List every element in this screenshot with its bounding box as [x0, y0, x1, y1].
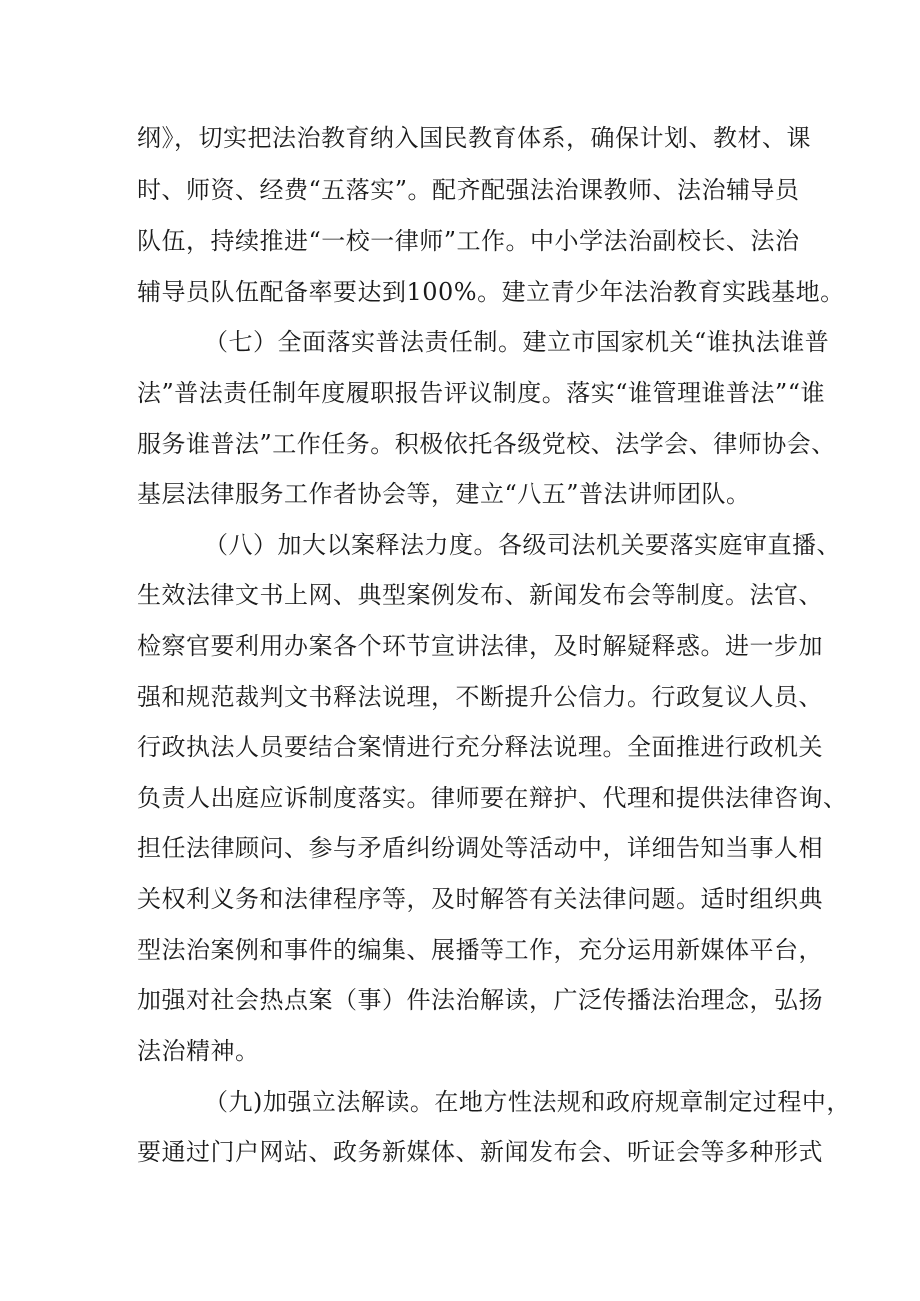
paragraph-heading-8: （八）加大以案释法力度。各级司法机关要落实庭审直播、	[204, 531, 841, 559]
text-line: 生效法律文书上网、典型案例发布、新闻发布会等制度。法官、	[137, 581, 823, 609]
text-line: 关权利义务和法律程序等，及时解答有关法律问题。适时组织典	[137, 885, 823, 913]
paragraph-heading-9: （九)加强立法解读。在地方性法规和政府规章制定过程中，	[204, 1088, 851, 1116]
text-line: 法”普法责任制年度履职报告评议制度。落实“谁管理谁普法”“谁	[137, 379, 826, 407]
text-line: 型法治案例和事件的编集、展播等工作，充分运用新媒体平台，	[137, 936, 823, 964]
text-line: 加强对社会热点案（事）件法治解读，广泛传播法治理念，弘扬	[137, 986, 823, 1014]
text-line: 负责人出庭应诉制度落实。律师要在辩护、代理和提供法律咨询、	[137, 784, 848, 812]
text-line: 辅导员队伍配备率要达到100%。建立青少年法治教育实践基地。	[137, 278, 845, 306]
text-line: 担任法律顾问、参与矛盾纠纷调处等活动中，详细告知当事人相	[137, 834, 823, 862]
text-line: 基层法律服务工作者协会等，建立“八五”普法讲师团队。	[137, 480, 751, 508]
text-line: 队伍，持续推进“一校一律师”工作。中小学法治副校长、法治	[137, 227, 800, 255]
text-line: 时、师资、经费“五落实”。配齐配强法治课教师、法治辅导员	[137, 176, 800, 204]
paragraph-heading-7: （七）全面落实普法责任制。建立市国家机关“谁执法谁普	[204, 328, 830, 356]
text-line: 法治精神。	[137, 1037, 260, 1065]
text-line: 行政执法人员要结合案情进行充分释法说理。全面推进行政机关	[137, 733, 823, 761]
text-line: 纲》，切实把法治教育纳入国民教育体系，确保计划、教材、课	[137, 124, 811, 152]
text-line: 服务谁普法”工作任务。积极依托各级党校、法学会、律师协会、	[137, 430, 836, 458]
text-line: 要通过门户网站、政务新媒体、新闻发布会、听证会等多种形式	[137, 1138, 823, 1166]
text-line: 检察官要利用办案各个环节宣讲法律，及时解疑释惑。进一步加	[137, 632, 823, 660]
text-line: 强和规范裁判文书释法说理，不断提升公信力。行政复议人员、	[137, 683, 823, 711]
